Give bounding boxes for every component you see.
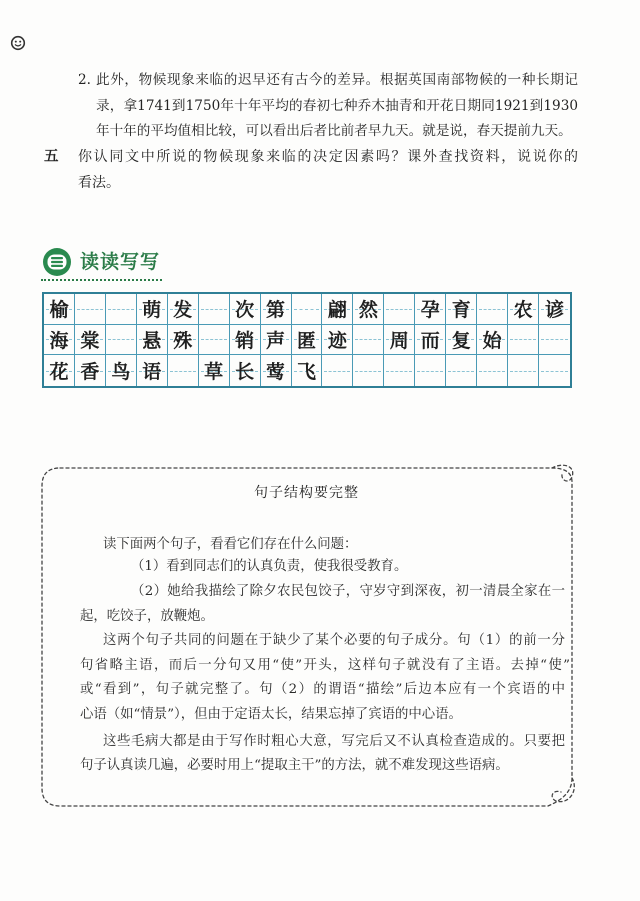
grid-cell: 悬: [137, 325, 168, 356]
grid-cell: 育: [446, 294, 477, 325]
grid-cell: 而: [415, 325, 446, 356]
question-line: 你认同文中所说的物候现象来临的决定因素吗？课外查找资料，说说你的: [78, 149, 578, 165]
grid-cell: [415, 355, 446, 386]
grid-cell: [384, 355, 415, 386]
grid-cell: 长: [230, 355, 261, 386]
tip-line: （1）看到同志们的认真负责，使我很受教育。: [131, 559, 408, 574]
grid-cell: 海: [44, 325, 75, 356]
paragraph-line: 年十年的平均值相比较，可以看出后者比前者早九天。就是说，春天提前九天。: [96, 123, 572, 139]
grid-cell: 迹: [322, 325, 353, 356]
grid-cell: 周: [384, 325, 415, 356]
tip-line: 起，吃饺子，放鞭炮。: [80, 609, 214, 624]
grid-cell: [384, 294, 415, 325]
vocab-grid: [42, 292, 572, 388]
grid-cell: 翩: [322, 294, 353, 325]
question-line: 看法。: [78, 175, 120, 191]
tip-line: 读下面两个句子，看看它们存在什么问题：: [103, 537, 358, 552]
grid-cell: [199, 294, 230, 325]
tip-line: 句子认真读几遍，必要时用上“提取主干”的方法，就不难发现这些语病。: [80, 758, 509, 773]
tip-line: 这两个句子共同的问题在于缺少了某个必要的句子成分。句（1）的前一分: [103, 633, 565, 648]
item-number: 五: [44, 148, 59, 165]
grid-cell: [106, 325, 137, 356]
grid-cell: 花: [44, 355, 75, 386]
grid-cell: [446, 355, 477, 386]
grid-cell: [508, 355, 539, 386]
grid-cell: 销: [230, 325, 261, 356]
grid-cell: [477, 294, 508, 325]
grid-cell: [353, 325, 384, 356]
grid-cell: [353, 355, 384, 386]
tip-line: （2）她给我描绘了除夕农民包饺子，守岁守到深夜，初一清晨全家在一: [131, 584, 565, 599]
grid-cell: 莺: [261, 355, 292, 386]
grid-cell: 始: [477, 325, 508, 356]
grid-cell: [106, 294, 137, 325]
grid-cell: [322, 355, 353, 386]
three-lines-circle-icon: [42, 247, 72, 277]
grid-cell: 萌: [137, 294, 168, 325]
grid-cell: 然: [353, 294, 384, 325]
grid-cell: 香: [75, 355, 106, 386]
grid-cell: 草: [199, 355, 230, 386]
smiley-icon: [10, 35, 26, 51]
grid-cell: [292, 294, 323, 325]
grid-cell: 榆: [44, 294, 75, 325]
grid-cell: [539, 325, 570, 356]
grid-cell: 次: [230, 294, 261, 325]
grid-cell: 声: [261, 325, 292, 356]
grid-cell: 语: [137, 355, 168, 386]
grid-cell: [477, 355, 508, 386]
item-number: 2.: [78, 72, 91, 88]
grid-cell: 第: [261, 294, 292, 325]
grid-cell: 鸟: [106, 355, 137, 386]
section-underline: [41, 279, 162, 281]
tip-line: 或“看到”，句子就完整了。句（2）的谓语“描绘”后边本应有一个宾语的中: [80, 682, 565, 697]
paragraph-line: 此外，物候现象来临的迟早还有古今的差异。根据英国南部物候的一种长期记: [96, 72, 578, 88]
grid-cell: [168, 355, 199, 386]
paragraph-line: 录，拿1741到1750年十年平均的春初七种乔木抽青和开花日期同1921到1930: [96, 98, 578, 114]
grid-cell: 飞: [292, 355, 323, 386]
tip-line: 这些毛病大都是由于写作时粗心大意，写完后又不认真检查造成的。只要把: [103, 734, 565, 749]
grid-cell: 发: [168, 294, 199, 325]
grid-cell: [199, 325, 230, 356]
tip-line: 心语（如“情景”），但由于定语太长，结果忘掉了宾语的中心语。: [80, 707, 462, 722]
grid-cell: 农: [508, 294, 539, 325]
tip-box-title: 句子结构要完整: [254, 485, 359, 501]
grid-cell: [508, 325, 539, 356]
grid-cell: 殊: [168, 325, 199, 356]
grid-cell: 孕: [415, 294, 446, 325]
grid-cell: 复: [446, 325, 477, 356]
section-title: 读读写写: [80, 251, 161, 273]
grid-cell: 匿: [292, 325, 323, 356]
grid-cell: 棠: [75, 325, 106, 356]
tip-line: 句省略主语，而后一分句又用“使”开头，这样句子就没有了主语。去掉“使”: [80, 658, 570, 673]
grid-cell: [75, 294, 106, 325]
grid-cell: [539, 355, 570, 386]
grid-cell: 谚: [539, 294, 570, 325]
